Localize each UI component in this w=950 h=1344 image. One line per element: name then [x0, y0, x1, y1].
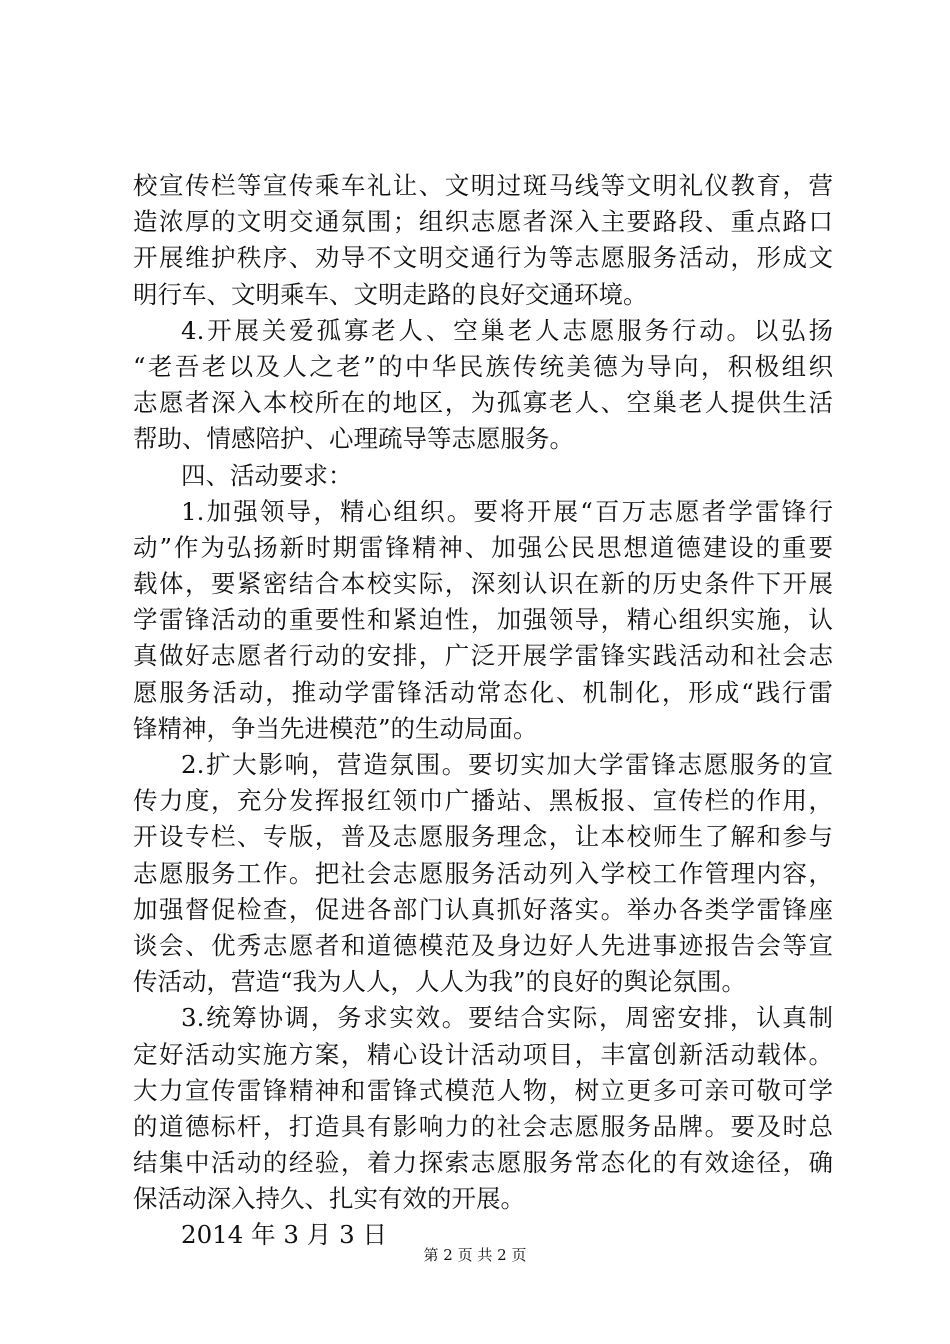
page-footer: 第 2 页 共 2 页 — [423, 1246, 527, 1264]
text-line: 结集中活动的经验，着力探索志愿服务常态化的有效途径，确 — [133, 1148, 833, 1178]
text-line: 锋精神，争当先进模范”的生动局面。 — [133, 713, 538, 743]
text-line: 传力度，充分发挥报红领巾广播站、黑板报、宣传栏的作用， — [133, 786, 833, 816]
text-line: 大力宣传雷锋精神和雷锋式模范人物，树立更多可亲可敬可学 — [133, 1075, 833, 1105]
text-line: 4.开展关爱孤寡老人、空巢老人志愿服务行动。以弘扬 — [181, 315, 833, 345]
text-line: 2014 年 3 月 3 日 — [181, 1220, 387, 1250]
text-line: 校宣传栏等宣传乘车礼让、文明过斑马线等文明礼仪教育，营 — [133, 171, 833, 200]
text-line: 开设专栏、专版，普及志愿服务理念，让本校师生了解和参与 — [133, 822, 833, 852]
text-line: 造浓厚的文明交通氛围；组织志愿者深入主要路段、重点路口 — [133, 207, 833, 237]
text-line: 保活动深入持久、扎实有效的开展。 — [133, 1184, 525, 1214]
text-line: 定好活动实施方案，精心设计活动项目，丰富创新活动载体。 — [133, 1039, 833, 1069]
text-line: 谈会、优秀志愿者和道德模范及身边好人先进事迹报告会等宣 — [133, 930, 833, 960]
text-line: 1.加强领导，精心组织。要将开展“百万志愿者学雷锋行 — [181, 496, 833, 526]
text-line: “老吾老以及人之老”的中华民族传统美德为导向，积极组织 — [133, 351, 833, 381]
text-line: 四、活动要求： — [181, 460, 353, 490]
text-line: 传活动，营造“我为人人，人人为我”的良好的舆论氛围。 — [133, 967, 747, 997]
text-line: 动”作为弘扬新时期雷锋精神、加强公民思想道德建设的重要 — [133, 532, 833, 562]
text-line: 学雷锋活动的重要性和紧迫性，加强领导，精心组织实施，认 — [133, 605, 833, 635]
text-line: 帮助、情感陪护、心理疏导等志愿服务。 — [133, 424, 574, 454]
text-line: 明行车、文明乘车、文明走路的良好交通环境。 — [133, 279, 648, 309]
text-line: 真做好志愿者行动的安排，广泛开展学雷锋实践活动和社会志 — [133, 641, 833, 671]
text-line: 开展维护秩序、劝导不文明交通行为等志愿服务活动，形成文 — [133, 243, 833, 273]
text-line: 2.扩大影响，营造氛围。要切实加大学雷锋志愿服务的宣 — [181, 750, 833, 779]
text-line: 加强督促检查，促进各部门认真抓好落实。举办各类学雷锋座 — [133, 894, 833, 924]
text-line: 3.统筹协调，务求实效。要结合实际，周密安排，认真制 — [181, 1003, 833, 1033]
text-line: 的道德标杆，打造具有影响力的社会志愿服务品牌。要及时总 — [133, 1111, 833, 1141]
text-line: 载体，要紧密结合本校实际，深刻认识在新的历史条件下开展 — [133, 569, 833, 599]
text-line: 志愿服务工作。把社会志愿服务活动列入学校工作管理内容， — [133, 858, 833, 888]
text-line: 愿服务活动，推动学雷锋活动常态化、机制化，形成“践行雷 — [133, 677, 833, 707]
text-line: 志愿者深入本校所在的地区，为孤寡老人、空巢老人提供生活 — [133, 388, 833, 418]
document-body — [133, 168, 833, 1254]
